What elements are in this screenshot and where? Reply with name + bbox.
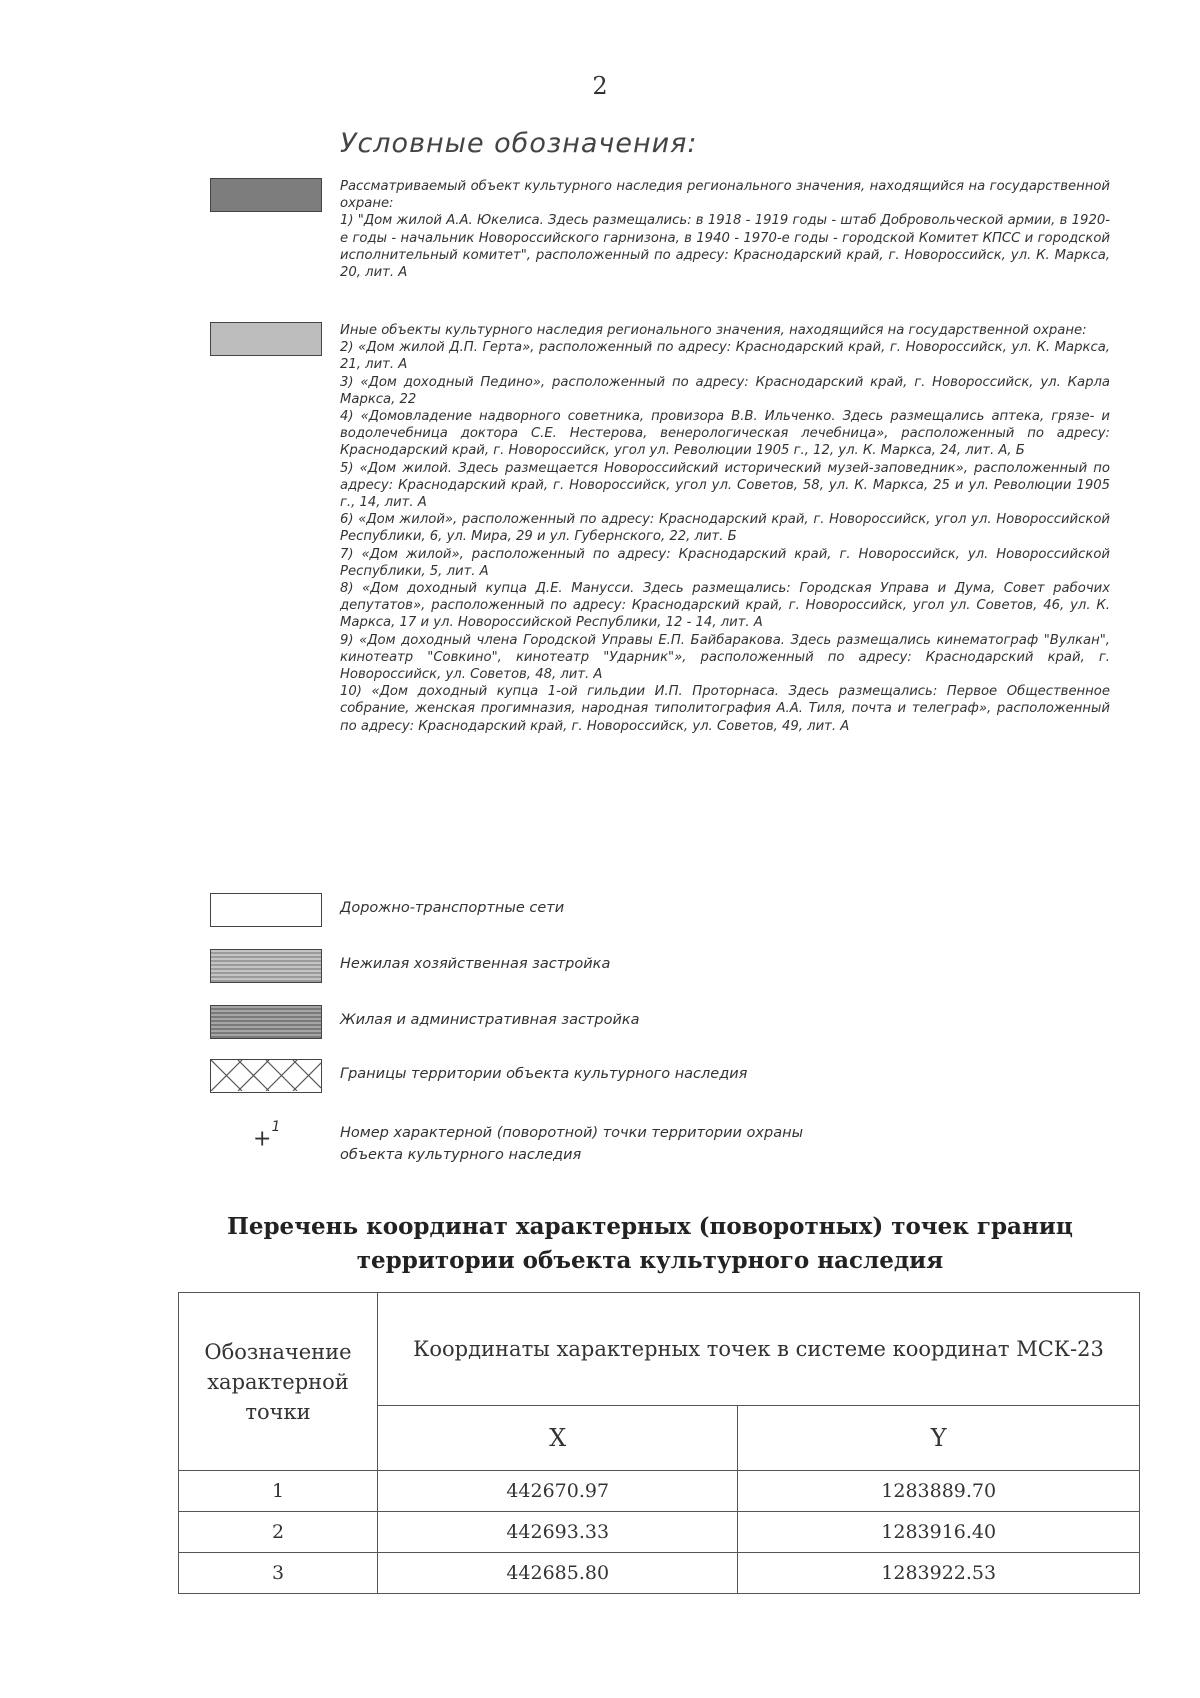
legend-text-nonresidential: Нежилая хозяйственная застройка [340, 956, 611, 972]
swatch-white [210, 893, 322, 927]
point-marker-icon: +$^1$ [253, 1119, 281, 1152]
page-number: 2 [592, 72, 608, 100]
legend-text-residential: Жилая и административная застройка [340, 1012, 640, 1028]
legend-text-road-networks: Дорожно-транспортные сети [340, 900, 565, 916]
cell-point: 2 [179, 1512, 378, 1553]
legend-text-point-number: Номер характерной (поворотной) точки территории охраны объекта культурного наследия [340, 1125, 804, 1163]
swatch-dark-gray [210, 178, 322, 212]
legend-title: Условные обозначения: [340, 128, 698, 159]
swatch-hatched-dark [210, 1005, 322, 1039]
cell-point: 1 [179, 1471, 378, 1512]
header-designation: Обозначение характерной точки [179, 1293, 378, 1471]
legend-text-other-objects: Иные объекты культурного наследия регионального значения, находящийся на государственной охране: 2) «Дом жилой Д.П. Герта», расположенный по адресу: Краснодарский край, г. Новороссийск, ул. К. Маркса, 21, лит. А 3) «Дом доходный Педино», расположенный по адресу: Краснодарский край, г. Новороссийск, ул. Карла Маркса, 22 4) «Домовладение надворного советника, провизора В.В. Ильченко. Здесь размещались аптека, грязе- и водолечебница доктора С.Е. Нестерова, венерологическая лечебница», расположенный по адресу: Краснодарский край, г. Новороссийск, угол ул. Революции 1905 г., 12, ул. К. Маркса, 24, лит. А, Б 5) «Дом жилой. Здесь размещается Новороссийский исторический музей-заповедник», расположенный по адресу: Краснодарский край, г. Новороссийск, угол ул. Советов, 58, ул. К. Маркса, 25 и ул. Революции 1905 г., 14, лит. А 6) «Дом жилой», расположенный по адресу: Краснодарский край, г. Новороссийск, угол ул. Новороссийской Республики, 6, ул. Мира, 29 и ул. Губернского, 22, лит. Б 7) «Дом жилой», расположенный по адресу: Краснодарский край, г. Новороссийск, ул. Новороссийской Республики, 5, лит. А 8) «Дом доходный купца Д.Е. Манусси. Здесь размещались: Городская Управа и Дума, Совет рабочих депутатов», расположенный по адресу: Краснодарский край, г. Новороссийск, угол ул. Советов, 46, ул. К. Маркса, 17 и ул. Новороссийской Республики, 12 - 14, лит. А 9) «Дом доходный члена Городской Управы Е.П. Байбаракова. Здесь размещались кинематограф "Вулкан", кинотеатр "Совкино", кинотеатр "Ударник"», расположенный по адресу: Краснодарский край, г. Новороссийск, ул. Советов, 48, лит. А 10) «Дом доходный купца 1-ой гильдии И.П. Проторнаса. Здесь размещались: Первое Общественное собрание, женская прогимназия, народная типолитография А.А. Тиля, почта и телеграф», расположенный по адресу: Краснодарский край, г. Новороссийск, ул. Советов, 49, лит. А [340, 323, 1110, 734]
swatch-light-gray [210, 322, 322, 356]
crosshatch-pattern-icon [211, 1060, 321, 1091]
legend-text-boundaries: Границы территории объекта культурного наследия [340, 1066, 748, 1082]
swatch-hatched-light [210, 949, 322, 983]
cell-x: 442685.80 [378, 1553, 738, 1594]
cell-point: 3 [179, 1553, 378, 1594]
table-row [179, 1471, 1140, 1512]
legend-text-subject-object: Рассматриваемый объект культурного наследия регионального значения, находящийся на государственной охране: 1) "Дом жилой А.А. Юкелиса. Здесь размещались: в 1918 - 1919 годы - штаб Добровольческой армии, в 1920-е годы - начальник Новороссийского гарнизона, в 1940 - 1970-е годы - городской Комитет КПСС и городской исполнительный комитет", расположенный по адресу: Краснодарский край, г. Новороссийск, ул. К. Маркса, 20, лит. А [340, 179, 1110, 281]
swatch-crosshatch [210, 1059, 322, 1093]
table-row [179, 1553, 1140, 1594]
table-title: Перечень координат характерных (поворотных) точек границ территории объекта культурного наследия [227, 1213, 1073, 1274]
header-y: Y [738, 1406, 1140, 1471]
header-coordinates: Координаты характерных точек в системе координат МСК-23 [378, 1293, 1140, 1406]
coordinates-table [178, 1292, 1140, 1594]
cell-y: 1283889.70 [738, 1471, 1140, 1512]
cell-y: 1283916.40 [738, 1512, 1140, 1553]
cell-x: 442670.97 [378, 1471, 738, 1512]
cell-x: 442693.33 [378, 1512, 738, 1553]
table-row [179, 1512, 1140, 1553]
header-x: X [378, 1406, 738, 1471]
cell-y: 1283922.53 [738, 1553, 1140, 1594]
